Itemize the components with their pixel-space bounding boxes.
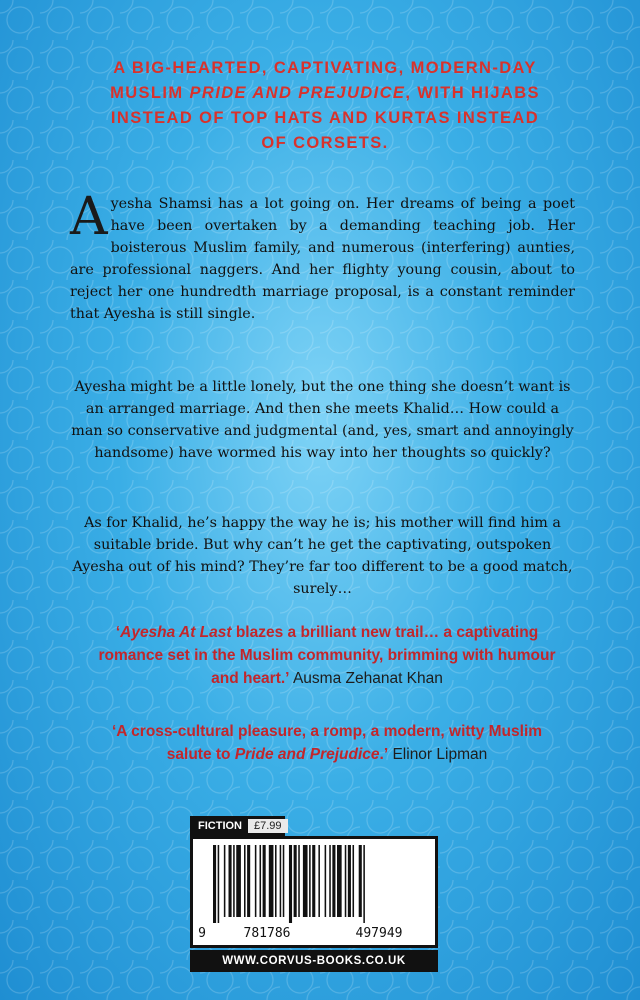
quote-1-open: ‘ (115, 624, 121, 641)
quote-2-close: .’ (379, 746, 389, 763)
tagline-line-3: INSTEAD OF TOP HATS AND KURTAS INSTEAD (110, 109, 540, 127)
quote-1-text: blazes a brilliant new trail… a captivating romance set in the Muslim community, brimming with humour and heart.’ (98, 624, 556, 687)
tagline-title: PRIDE AND PREJUDICE (189, 84, 406, 102)
barcode-bar (363, 845, 365, 923)
barcode-bar (309, 845, 311, 917)
barcode-bar (289, 845, 292, 923)
barcode-bar (260, 845, 262, 917)
barcode-bar (329, 845, 331, 917)
blurb-paragraph-2: Ayesha might be a little lonely, but the one thing she doesn’t want is an arranged marriage. And then she meets Khalid… How could a man so conservative and judgmental (and, yes, smart and annoyingly handsome) have wormed his way into her thoughts so quickly? (71, 379, 574, 461)
isbn-group-2: 497949 (355, 926, 403, 941)
barcode-bar (213, 845, 216, 923)
isbn-group-1: 781786 (243, 926, 291, 941)
barcode-bar (218, 845, 220, 923)
isbn-digit-first: 9 (198, 926, 206, 941)
barcode-lines (193, 839, 435, 923)
barcode-bar (275, 845, 277, 917)
quote-2-text: ‘A cross-cultural pleasure, a romp, a modern, witty Muslim salute to (111, 723, 543, 763)
barcode-bar (233, 845, 235, 917)
review-quote-2 (92, 720, 562, 766)
tagline-line-1: A BIG-HEARTED, CAPTIVATING, MODERN-DAY (113, 59, 537, 77)
barcode-bar (312, 845, 315, 917)
barcode-bar (283, 845, 285, 917)
tagline-line-2b: , WITH HIJABS (405, 84, 540, 102)
blurb-paragraph-3: As for Khalid, he’s happy the way he is; his mother will find him a suitable bride. But why can’t he get the captivating, outspoken Ayesha out of his mind? They’re far too different to be a good match, surely… (72, 515, 573, 597)
barcode-bar (359, 845, 362, 917)
barcode-bar (325, 845, 327, 917)
barcode-bar (229, 845, 232, 917)
barcode-bar (303, 845, 308, 917)
quote-1-title: Ayesha At Last (120, 624, 232, 641)
quote-2-title: Pride and Prejudice (234, 746, 380, 763)
barcode-bar (353, 845, 355, 917)
category-label: FICTION (198, 820, 242, 832)
blurb-paragraph-1 (70, 187, 575, 325)
barcode-bar (298, 845, 300, 917)
barcode-bar (244, 845, 246, 917)
barcode-bar (337, 845, 342, 917)
drop-cap: A (70, 187, 108, 247)
isbn-number (193, 926, 435, 941)
tagline-line-4: OF CORSETS. (261, 134, 389, 152)
barcode-bar (236, 845, 241, 917)
barcode-bar (247, 845, 250, 917)
publisher-url[interactable]: WWW.CORVUS-BOOKS.CO.UK (190, 950, 438, 972)
isbn-barcode (190, 836, 438, 948)
barcode-bar (332, 845, 335, 917)
barcode-bar (345, 845, 347, 917)
barcode-bar (348, 845, 351, 917)
barcode-bar (318, 845, 320, 917)
quote-2-author: Elinor Lipman (388, 746, 488, 763)
barcode-bar (269, 845, 274, 917)
barcode-bar (294, 845, 297, 917)
price-label: £7.99 (248, 819, 288, 833)
category-price-label (190, 816, 285, 836)
barcode-bar (224, 845, 226, 917)
tagline (70, 56, 580, 156)
barcode-bar (255, 845, 257, 917)
blurb-paragraph-1-text: yesha Shamsi has a lot going on. Her dreams of being a poet have been overtaken by a demanding teaching job. Her boisterous Muslim family, and numerous (interfering) aunties, are professional naggers. And her flighty young cousin, about to reject her one hundredth marriage proposal, is a constant reminder that Ayesha is still single. (70, 196, 575, 322)
barcode-bar (280, 845, 282, 917)
quote-1-author: Ausma Zehanat Khan (289, 670, 443, 687)
tagline-line-2a: MUSLIM (110, 84, 190, 102)
review-quote-1 (92, 621, 562, 690)
barcode-bar (263, 845, 266, 917)
